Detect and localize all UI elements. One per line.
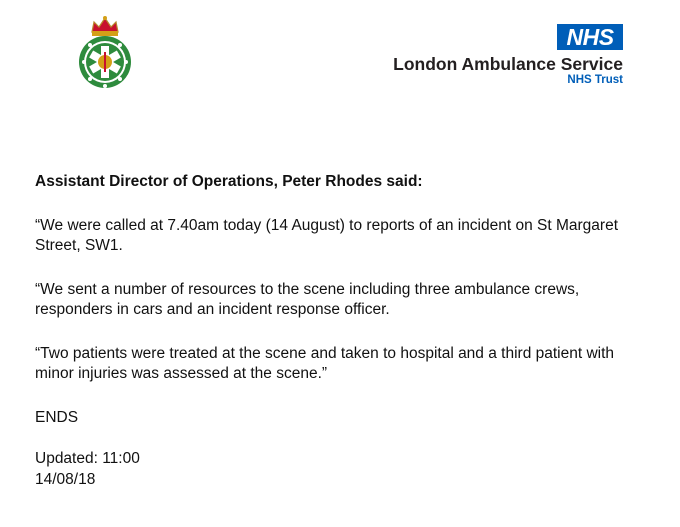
- nhs-logo: NHS: [557, 24, 623, 50]
- statement-paragraph-3: “Two patients were treated at the scene and taken to hospital and a third patient with minor injuries was assessed at the scene.”: [35, 344, 615, 382]
- organisation-subtitle: NHS Trust: [567, 74, 623, 86]
- ambulance-crest-icon: [76, 14, 134, 92]
- organisation-name: London Ambulance Service: [393, 54, 623, 74]
- press-statement: [35, 172, 655, 490]
- crest-logo: [76, 14, 134, 92]
- statement-heading: Assistant Director of Operations, Peter Rhodes said:: [35, 173, 423, 190]
- ends-marker: ENDS: [35, 408, 79, 426]
- updated-time: Updated: 11:00: [35, 450, 140, 467]
- statement-date: 14/08/18: [35, 470, 96, 488]
- statement-paragraph-2: “We sent a number of resources to the scene including three ambulance crews, responders in cars and an incident response officer.: [35, 280, 580, 318]
- statement-paragraph-1: “We were called at 7.40am today (14 August) to reports of an incident on St Margaret Street, SW1.: [35, 216, 618, 254]
